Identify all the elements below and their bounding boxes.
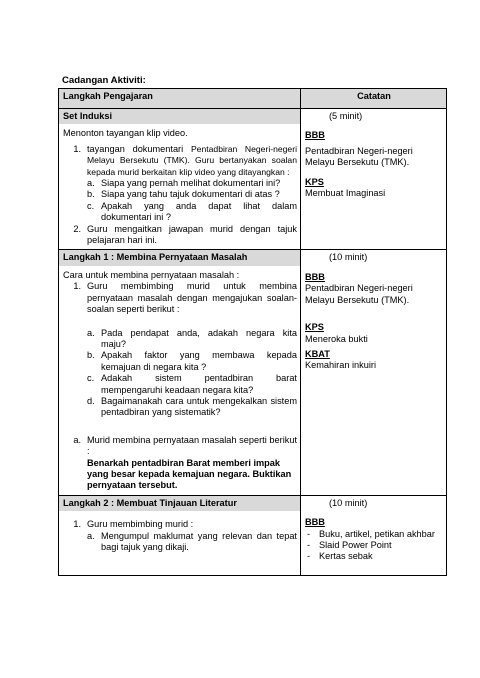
section-langkah-1 xyxy=(59,250,447,495)
intro-text: Menonton tayangan klip video. xyxy=(63,128,188,139)
sub-item xyxy=(87,373,297,396)
kps-text: Meneroka bukti xyxy=(305,333,368,344)
sub-text: Mengumpul maklumat yang relevan dan tepat bagi tajuk yang dikaji. xyxy=(101,530,297,552)
list-item xyxy=(63,519,297,530)
sub-text: Pada pendapat anda, adakah negara kita maju? xyxy=(101,327,297,349)
sub-item xyxy=(87,201,297,224)
langkah-2-notes xyxy=(301,495,447,575)
item-number: 1. xyxy=(73,281,81,292)
list-item: - Buku, artikel, petikan akhbar xyxy=(307,528,435,539)
table-header-row xyxy=(59,89,447,109)
item-text xyxy=(87,144,297,178)
header-catatan: Catatan xyxy=(301,89,447,109)
sub-text: Bagaimanakah cara untuk mengekalkan sistem pentadbiran yang sistematik? xyxy=(101,395,297,418)
set-induksi-notes xyxy=(301,109,447,250)
item-text: Guru membimbing murid : xyxy=(87,519,194,530)
section-title: Langkah 2 : Membuat Tinjauan Literatur xyxy=(59,496,300,511)
sub-item xyxy=(87,531,297,554)
sub-item xyxy=(87,328,297,351)
kbat-text: Kemahiran inkuiri xyxy=(305,360,376,371)
header-langkah: Langkah Pengajaran xyxy=(59,89,301,109)
item-letter: a. xyxy=(73,434,81,445)
list-item xyxy=(63,144,297,178)
sub-letter: c. xyxy=(87,200,95,211)
sub-letter: a. xyxy=(87,178,95,189)
section-title: Set Induksi xyxy=(59,109,300,124)
sub-letter: b. xyxy=(87,189,95,200)
bullet-text: Slaid Power Point xyxy=(319,540,392,550)
set-induksi-steps xyxy=(59,109,301,250)
bullet-text: Kertas sebak xyxy=(319,551,373,562)
langkah-1-steps xyxy=(59,250,301,495)
kbat-label: KBAT xyxy=(305,348,330,359)
bullet-text: Buku, artikel, petikan akhbar xyxy=(319,528,435,539)
item-text: Guru mengaitkan jawapan murid dengan tajuk pelajaran hari ini. xyxy=(87,223,297,246)
item-number: 1. xyxy=(73,519,81,530)
sub-text: Siapa yang pernah melihat dokumentari ini? xyxy=(101,178,281,189)
list-item xyxy=(63,435,297,458)
problem-statement: Benarkah pentadbiran Barat memberi impak yang besar kepada kemajuan negara. Buktikan pernyataan tersebut. xyxy=(87,457,292,491)
section-set-induksi xyxy=(59,109,447,250)
sub-letter: a. xyxy=(87,327,95,338)
item-text-part: tayangan dokumentari xyxy=(87,143,184,154)
item-number: 1. xyxy=(73,143,81,154)
sub-text: Apakah faktor yang membawa kepada kemajuan di negara kita ? xyxy=(101,350,297,372)
sub-text: Apakah yang anda dapat lihat dalam dokumentari ini ? xyxy=(101,200,297,223)
sub-letter: b. xyxy=(87,350,95,361)
kps-text: Membuat Imaginasi xyxy=(305,188,386,199)
sub-item xyxy=(87,189,297,200)
sub-text: Siapa yang tahu tajuk dokumentari di atas ? xyxy=(101,189,280,200)
duration: (10 minit) xyxy=(329,497,368,508)
item-text: Murid membina pernyataan masalah seperti berikut : xyxy=(87,434,297,457)
sub-item xyxy=(87,350,297,373)
sub-item xyxy=(87,178,297,189)
sub-letter: a. xyxy=(87,530,95,541)
sub-item xyxy=(87,396,297,419)
list-item xyxy=(63,224,297,247)
list-item: - Kertas sebak xyxy=(307,551,373,562)
bbb-label: BBB xyxy=(305,517,325,528)
kps-label: KPS xyxy=(305,176,324,187)
item-number: 2. xyxy=(73,223,81,234)
item-text-part: Pentadbiran Negeri-negeri Melayu Bersekutu (TMK). Guru bertanyakan soalan kepada murid berkaitan klip video yang ditayangkan : xyxy=(87,143,297,177)
sub-text: Adakah sistem pentadbiran barat mempengaruhi keadaan negara kita? xyxy=(101,373,297,395)
duration: (10 minit) xyxy=(329,252,368,263)
section-title: Langkah 1 : Membina Pernyataan Masalah xyxy=(59,250,300,265)
kps-label: KPS xyxy=(305,322,324,333)
section-langkah-2 xyxy=(59,495,447,575)
langkah-1-notes xyxy=(301,250,447,495)
list-item: - Slaid Power Point xyxy=(307,540,392,550)
duration: (5 minit) xyxy=(329,111,363,121)
bbb-text: Pentadbiran Negeri-negeri Melayu Bersekutu (TMK). xyxy=(305,283,413,305)
list-item xyxy=(63,281,297,315)
bbb-label: BBB xyxy=(305,130,325,141)
sub-letter: d. xyxy=(87,395,95,406)
sub-letter: c. xyxy=(87,373,95,384)
lesson-plan-table xyxy=(58,88,447,576)
item-text: Guru membimbing murid untuk membina pernyataan masalah dengan mengajukan soalan-soalan seperti berikut : xyxy=(87,281,297,315)
bbb-label: BBB xyxy=(305,271,325,282)
bbb-text: Pentadbiran Negeri-negeri Melayu Bersekutu (TMK). xyxy=(305,145,413,168)
intro-text: Cara untuk membina pernyataan masalah : xyxy=(63,269,240,280)
page-heading: Cadangan Aktiviti: xyxy=(62,75,146,86)
langkah-2-steps xyxy=(59,495,301,575)
